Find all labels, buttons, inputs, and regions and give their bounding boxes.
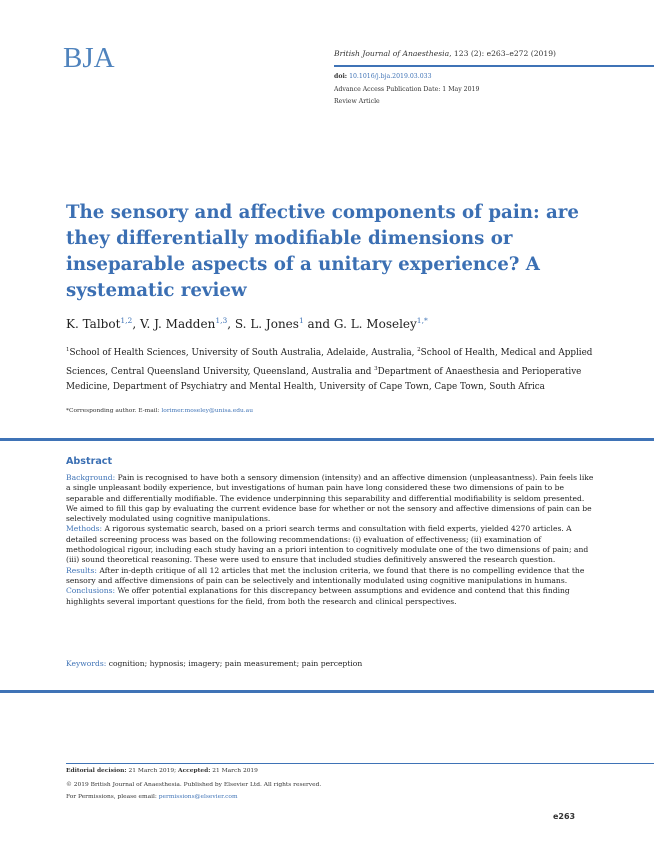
- author-list: [66, 316, 428, 331]
- author-name: V. J. Madden: [139, 317, 216, 331]
- permissions-email-link[interactable]: permissions@elsevier.com: [158, 794, 238, 800]
- abstract-section: [66, 524, 596, 565]
- journal-citation: [334, 49, 556, 58]
- journal-name: British Journal of Anaesthesia: [334, 49, 450, 58]
- abstract-bottom-rule: [0, 690, 654, 693]
- abstract-section-text: We offer potential explanations for this discrepancy between assumptions and evidence and contend that this finding highlights several important questions for the field, from both the research and clinical perspectives.: [66, 586, 570, 606]
- corresponding-email-link[interactable]: lorimer.moseley@unisa.edu.au: [161, 408, 253, 414]
- author-affiliation-marker[interactable]: 1: [298, 316, 304, 325]
- article-type: Review Article: [334, 98, 380, 105]
- article-title: The sensory and affective components of pain: are they differentially modifiable dimensions or inseparable aspects of a unitary experience? A systematic review: [66, 202, 579, 301]
- abstract-section-label: Methods:: [66, 524, 103, 534]
- page-number: e263: [553, 812, 576, 821]
- abstract-section-label: Background:: [66, 473, 116, 482]
- editorial-dates: [66, 768, 258, 775]
- author-name: K. Talbot: [66, 317, 121, 331]
- editorial-label: Editorial decision:: [66, 767, 127, 774]
- abstract-section-label: Results:: [66, 565, 97, 575]
- accepted-label: Accepted:: [178, 767, 211, 774]
- affiliation-text: School of Health Sciences, University of South Australia, Adelaide, Australia,: [69, 347, 418, 358]
- keywords-text: cognition; hypnosis; imagery; pain measurement; pain perception: [106, 659, 363, 668]
- abstract-body: [66, 473, 596, 607]
- affiliation-marker: 1: [66, 347, 70, 353]
- corresponding-label: *Corresponding author. E-mail:: [66, 408, 160, 414]
- author-separator: ,: [132, 317, 140, 331]
- copyright: © 2019 British Journal of Anaesthesia. Published by Elsevier Ltd. All rights reserved.: [66, 782, 322, 788]
- affiliation-marker: 2: [417, 347, 421, 353]
- abstract-section-text: After in-depth critique of all 12 articles that met the inclusion criteria, we found that there is no compelling evidence that the sensory and affective dimensions of pain can be selectively and intentionally modulated using cognitive manipulations in humans.: [66, 565, 585, 585]
- accepted-date: 21 March 2019: [210, 768, 258, 774]
- permissions-line: [66, 795, 238, 801]
- keywords-label: Keywords:: [66, 659, 107, 668]
- abstract-section: [66, 566, 596, 587]
- corresponding-author: [66, 408, 253, 414]
- affiliation-marker: 3: [374, 365, 378, 372]
- abstract-section-text: A rigorous systematic search, based on a priori search terms and consultation with field experts, yielded 4270 articles. A detailed screening process was based on the following recommendations: (i) evaluation of effectiveness; (ii) examination of methodological rigour, including each study having an a priori intention to cognitively modulate one of the two dimensions of pain; and (iii) sound theoretical reasoning. These were used to ensure that included studies definitively answered the research question.: [66, 524, 589, 565]
- author-affiliation-marker[interactable]: 1,*: [416, 316, 428, 325]
- author-affiliation-marker[interactable]: 1,2: [120, 316, 133, 325]
- abstract-section-text: Pain is recognised to have both a sensory dimension (intensity) and an affective dimension (unpleasantness). Pain feels like a single unpleasant bodily experience, but investigations of human pain have long considered these two dimensions of pain to be separable and differentially modifiable. The evidence underpinning this separability and differential modifiability is seldom presented. We aimed to fill this gap by evaluating the current evidence base for whether or not the sensory and affective dimensions of pain can be selectively modulated using cognitive manipulations.: [66, 473, 594, 524]
- author-affiliation-marker[interactable]: 1,3: [215, 316, 228, 325]
- abstract-heading: Abstract: [66, 456, 113, 467]
- author-separator: and: [303, 317, 334, 331]
- footer-rule: [66, 763, 654, 764]
- author-name: G. L. Moseley: [333, 317, 417, 331]
- author-separator: ,: [227, 317, 235, 331]
- journal-logo: BJA: [63, 42, 115, 74]
- abstract-top-rule: [0, 438, 654, 441]
- journal-issue: , 123 (2): e263–e272 (2019): [449, 49, 557, 58]
- doi-link[interactable]: 10.1016/j.bja.2019.03.033: [349, 73, 432, 80]
- header-rule: [334, 65, 654, 67]
- affiliations: [66, 343, 596, 396]
- author-name: S. L. Jones: [234, 317, 299, 331]
- doi-line: [334, 74, 432, 80]
- abstract-section: [66, 473, 596, 524]
- doi-label: doi:: [334, 73, 348, 80]
- abstract-section: [66, 586, 596, 607]
- affiliation-text: Department of Anaesthesia and Perioperative Medicine, Department of Psychiatry and Mental Health, University of Cape Town, Cape Town, South Africa: [66, 366, 582, 393]
- advance-access-date: Advance Access Publication Date: 1 May 2019: [334, 86, 480, 93]
- editorial-date: 21 March 2019;: [126, 768, 178, 774]
- permissions-text: For Permissions, please email:: [66, 794, 159, 800]
- affiliation-text: School of Health, Medical and Applied Sciences, Central Queensland University, Queensland, Australia and: [66, 347, 593, 377]
- keywords: [66, 659, 362, 668]
- abstract-section-label: Conclusions:: [66, 586, 116, 596]
